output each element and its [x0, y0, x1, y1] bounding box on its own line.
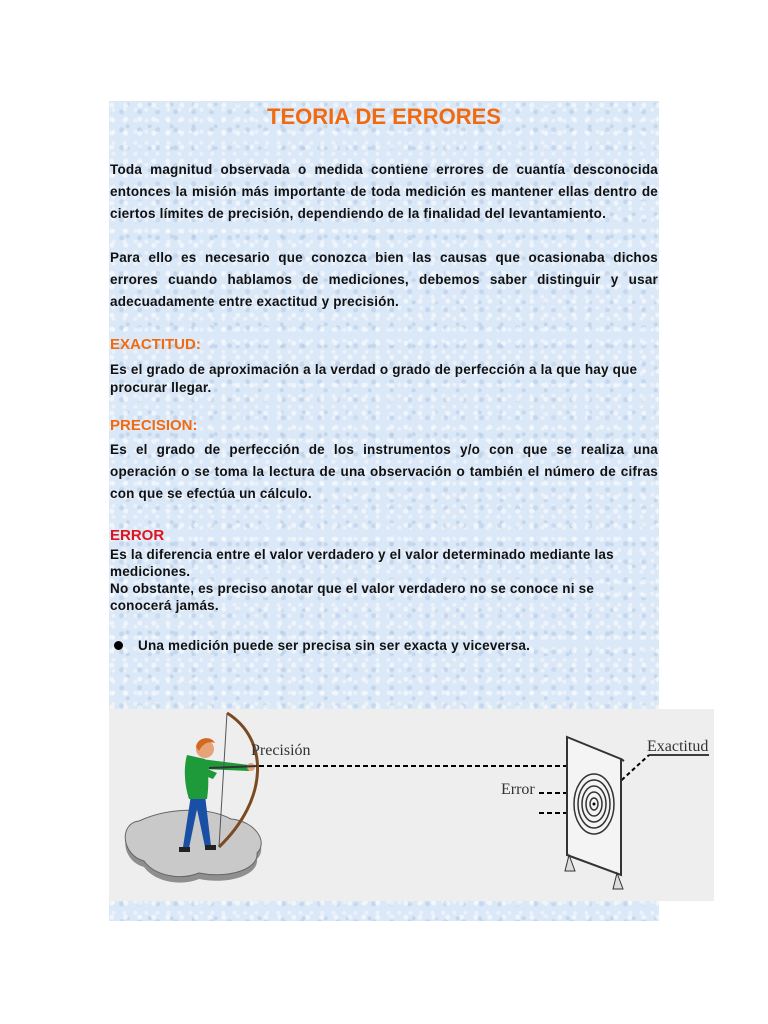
intro-paragraph-2: Para ello es necesario que conozca bien las causas que ocasionaba dichos errores cuando hablamos de mediciones, debemos saber distinguir y usar adecuadamente entre exactitud y precisión. [110, 250, 658, 309]
error-label: Error [501, 781, 535, 798]
precision-label: Precisión [251, 742, 311, 759]
intro-paragraph-1: Toda magnitud observada o medida contiene errores de cuantía desconocida entonces la misión más importante de toda medición es mantener ellas dentro de ciertos límites de precisión, dependiendo de la finalidad del levantamiento. [110, 162, 658, 221]
error-definition: Es la diferencia entre el valor verdadero y el valor determinado mediante las mediciones. [110, 547, 614, 579]
bullet-dot [114, 641, 123, 650]
archery-figure [109, 709, 714, 901]
exactitud-definition: Es el grado de aproximación a la verdad o grado de perfección a la que hay que procurar llegar. [110, 362, 638, 395]
error-note: No obstante, es preciso anotar que el valor verdadero no se conoce ni se conocerá jamás. [110, 581, 595, 613]
bullet-text: Una medición puede ser precisa sin ser exacta y viceversa. [138, 638, 531, 653]
target-board [565, 737, 624, 889]
precision-heading: PRECISION: [110, 417, 198, 434]
precision-definition: Es el grado de perfección de los instrumentos y/o con que se realiza una operación o se toma la lectura de una observación o también el número de cifras con que se efectúa un cálculo. [110, 442, 658, 501]
document-title: TEORIA DE ERRORES [267, 104, 501, 129]
exactitud-label: Exactitud [647, 738, 709, 755]
exactitud-heading: EXACTITUD: [110, 336, 201, 353]
error-heading: ERROR [110, 527, 165, 544]
